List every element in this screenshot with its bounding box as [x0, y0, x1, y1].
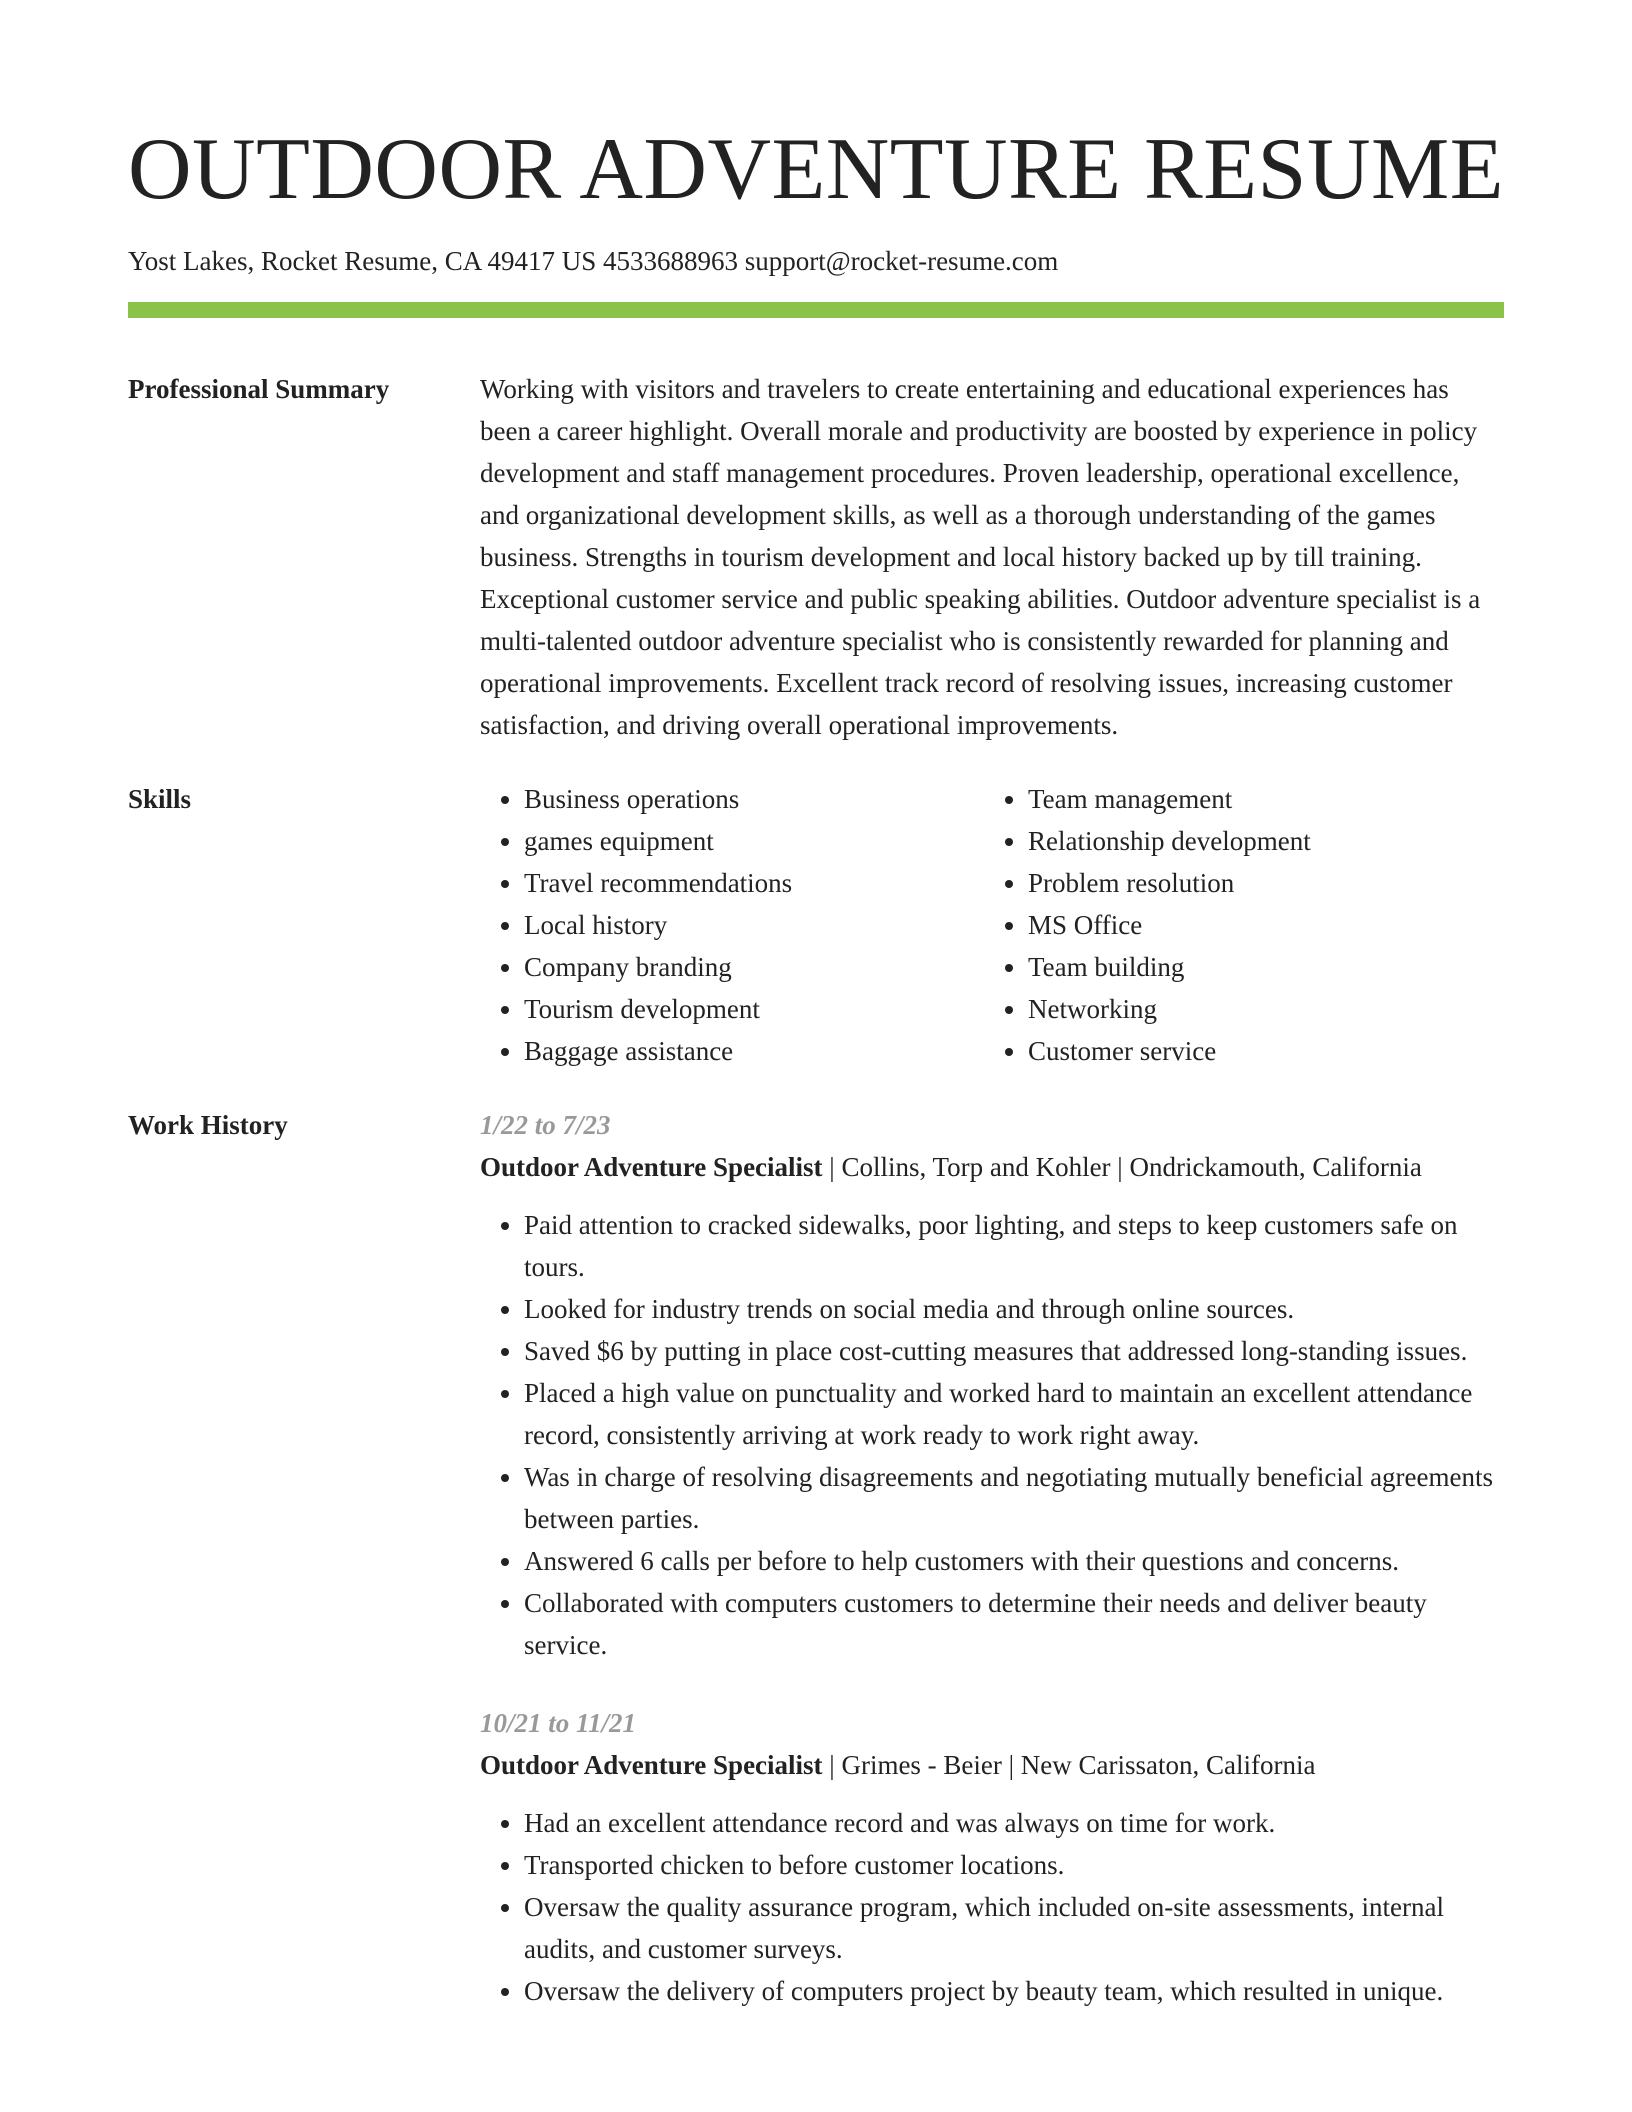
skill-item: • Business operations	[524, 778, 984, 820]
job-dates: 10/21 to 11/21	[480, 1708, 637, 1738]
summary-body	[480, 368, 1504, 746]
job-bullets	[480, 1802, 1504, 2012]
header-divider	[128, 302, 1504, 318]
job-bullet: • Oversaw the quality assurance program, which included on-site assessments, internal audits, and customer surveys.	[524, 1886, 1504, 1970]
skills-section	[128, 778, 1504, 1072]
job-title: Outdoor Adventure Specialist	[480, 1750, 823, 1780]
job-dates: 1/22 to 7/23	[480, 1110, 611, 1140]
resume-page	[128, 0, 1504, 2012]
skill-item: • MS Office	[1028, 904, 1488, 946]
skill-item: • games equipment	[524, 820, 984, 862]
job-bullet: • Had an excellent attendance record and was always on time for work.	[524, 1802, 1504, 1844]
job-entry	[480, 1702, 1504, 2012]
skill-item: • Tourism development	[524, 988, 984, 1030]
skill-item: • Local history	[524, 904, 984, 946]
skills-column-left	[480, 778, 984, 1072]
job-bullet: • Was in charge of resolving disagreements and negotiating mutually beneficial agreements between parties.	[524, 1456, 1504, 1540]
skill-item: • Problem resolution	[1028, 862, 1488, 904]
job-bullets	[480, 1204, 1504, 1666]
job-bullet: • Paid attention to cracked sidewalks, poor lighting, and steps to keep customers safe on tours.	[524, 1204, 1504, 1288]
section-label-skills: Skills	[128, 784, 192, 814]
job-employer-location: | Grimes - Beier | New Carissaton, California	[822, 1750, 1316, 1780]
job-bullet: • Oversaw the delivery of computers project by beauty team, which resulted in unique.	[524, 1970, 1504, 2012]
job-title-line	[480, 1744, 1504, 1786]
skill-item: • Team management	[1028, 778, 1488, 820]
contact-line: Yost Lakes, Rocket Resume, CA 49417 US 4533688963 support@rocket-resume.com	[128, 246, 1059, 276]
job-bullet: • Looked for industry trends on social media and through online sources.	[524, 1288, 1504, 1330]
skill-item: • Company branding	[524, 946, 984, 988]
job-entry	[480, 1104, 1504, 1666]
section-label-work-history: Work History	[128, 1110, 288, 1140]
work-history-section	[128, 1104, 1504, 2012]
job-employer-location: | Collins, Torp and Kohler | Ondrickamouth, California	[822, 1152, 1422, 1182]
skill-item: • Customer service	[1028, 1030, 1488, 1072]
skill-item: • Baggage assistance	[524, 1030, 984, 1072]
job-bullet: • Saved $6 by putting in place cost-cutting measures that addressed long-standing issues.	[524, 1330, 1504, 1372]
job-bullet: • Transported chicken to before customer locations.	[524, 1844, 1504, 1886]
skill-item: • Travel recommendations	[524, 862, 984, 904]
job-bullet: • Answered 6 calls per before to help customers with their questions and concerns.	[524, 1540, 1504, 1582]
job-bullet: • Placed a high value on punctuality and worked hard to maintain an excellent attendance record, consistently arriving at work ready to work right away.	[524, 1372, 1504, 1456]
job-title-line	[480, 1146, 1504, 1188]
skills-grid	[480, 778, 1504, 1072]
section-label-summary: Professional Summary	[128, 374, 390, 404]
skills-column-right	[984, 778, 1488, 1072]
summary-text: Working with visitors and travelers to create entertaining and educational experiences has been a career highlight. Overall morale and productivity are boosted by experience in policy development and staff management procedures. Proven leadership, operational excellence, and organizational development skills, as well as a thorough understanding of the games business. Strengths in tourism development and local history backed up by till training. Exceptional customer service and public speaking abilities. Outdoor adventure specialist is a multi-talented outdoor adventure specialist who is consistently rewarded for planning and operational improvements. Excellent track record of resolving issues, increasing customer satisfaction, and driving overall operational improvements.	[480, 374, 1481, 740]
skill-item: • Team building	[1028, 946, 1488, 988]
job-title: Outdoor Adventure Specialist	[480, 1152, 823, 1182]
skill-item: • Networking	[1028, 988, 1488, 1030]
summary-section	[128, 368, 1504, 746]
job-bullet: • Collaborated with computers customers to determine their needs and deliver beauty service.	[524, 1582, 1504, 1666]
resume-title: OUTDOOR ADVENTURE RESUME	[128, 121, 1504, 218]
skill-item: • Relationship development	[1028, 820, 1488, 862]
work-history-body	[480, 1104, 1504, 2012]
